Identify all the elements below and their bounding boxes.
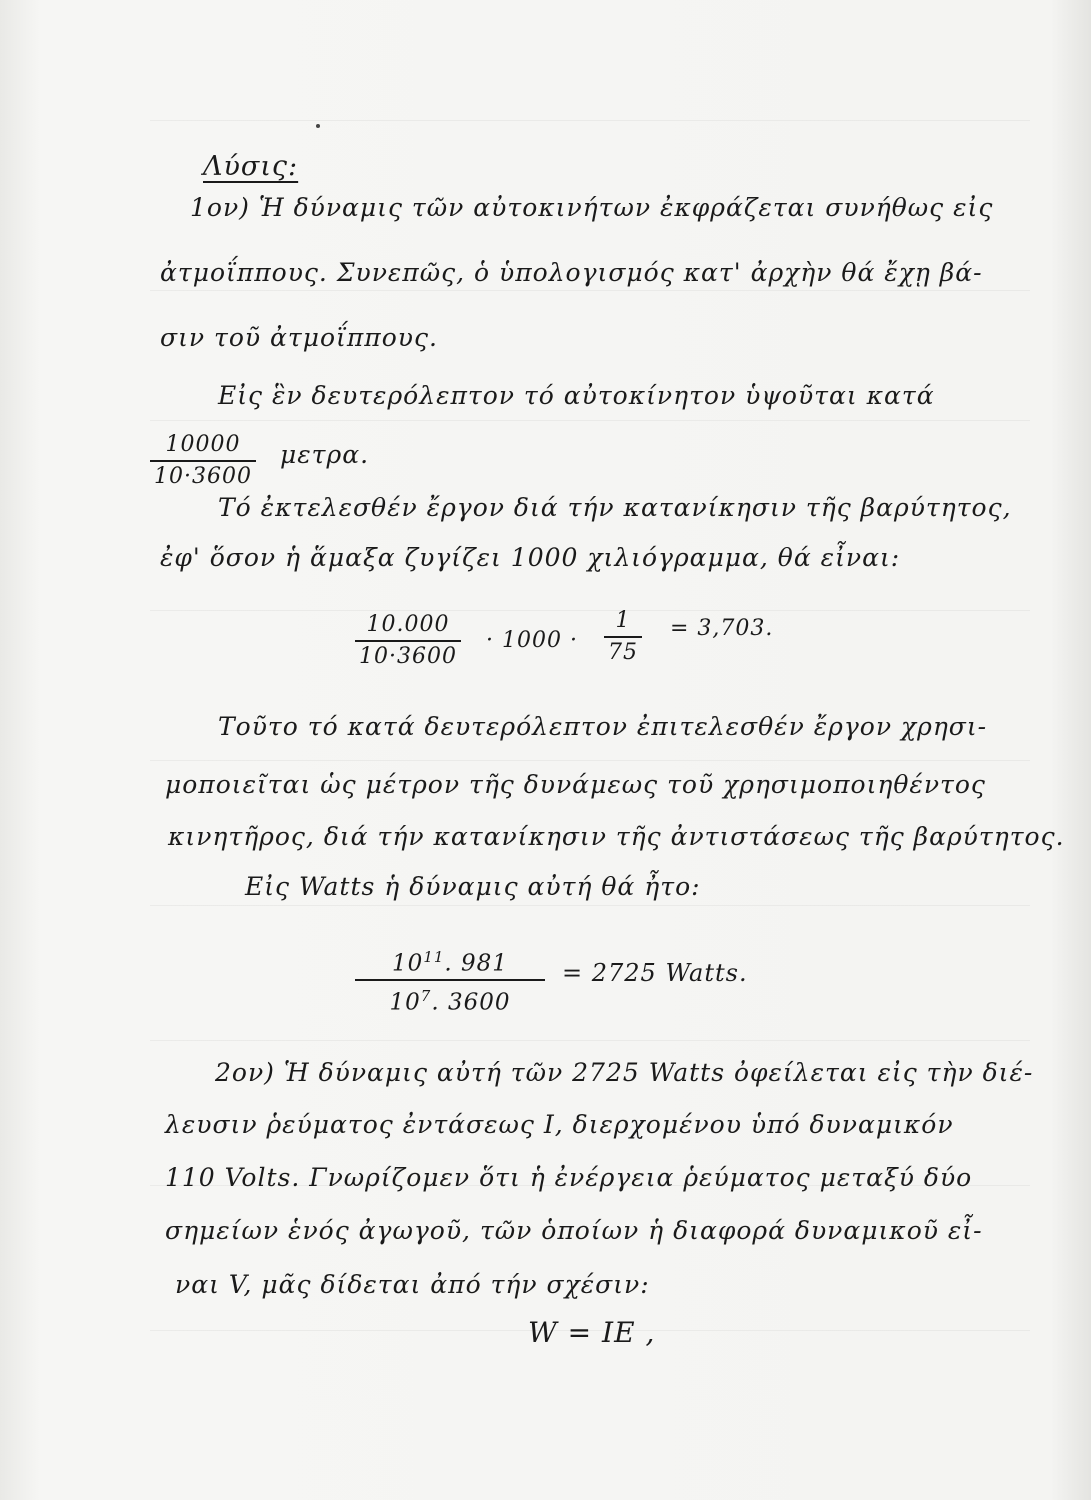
text-line-15: σημείων ἑνός ἀγωγοῦ, τῶν ὁποίων ἡ διαφορά δυναμικοῦ εἶ-: [165, 1216, 983, 1245]
text-line-14: 110 Volts. Γνωρίζομεν ὅτι ἡ ἐνέργεια ῥεύματος μεταξύ δύο: [165, 1163, 973, 1192]
fraction-height: [150, 432, 256, 490]
fraction-bar: [355, 640, 461, 642]
fraction-bar: [604, 636, 642, 638]
fraction-inverse: [604, 608, 642, 666]
text-line-13: λευσιν ῥεύματος ἐντάσεως I, διερχομένου ὑπό δυναμικόν: [165, 1110, 954, 1139]
fraction-numerator: 10.000: [366, 612, 450, 637]
text-line-5: μετρα.: [280, 440, 370, 469]
text-line-7: ἐφ' ὅσον ἡ ἅμαξα ζυγίζει 1000 χιλιόγραμμα, θά εἶναι:: [160, 543, 901, 572]
text-line-2: ἀτμοΐππους. Συνεπῶς, ὁ ὑπολογισμός κατ' ἀρχὴν θά ἔχῃ βά-: [160, 258, 983, 287]
text-line-3: σιν τοῦ ἀτμοΐππους.: [160, 323, 438, 352]
fraction-work: [355, 612, 461, 670]
text-line-9: μοποιεῖται ὡς μέτρον τῆς δυνάμεως τοῦ χρησιμοποιηθέντος: [165, 770, 986, 799]
text-line-8: Τοῦτο τό κατά δευτερόλεπτον ἐπιτελεσθέν ἔργον χρησι-: [218, 712, 988, 741]
formula-power-relation: W = IE ,: [528, 1316, 656, 1349]
fraction-bar: [355, 979, 545, 981]
fraction-denominator: 10·3600: [154, 464, 252, 489]
fraction-denominator: 10·3600: [359, 644, 457, 669]
fraction-numerator: 10000: [165, 432, 241, 457]
text-line-4: Εἰς ἓν δευτερόλεπτον τό αὐτοκίνητον ὑψοῦται κατά: [218, 381, 935, 410]
formula-result: = 3,703.: [670, 616, 774, 641]
fraction-denominator: $10^7$. 3600: [389, 986, 511, 1016]
text-line-16: ναι V, μᾶς δίδεται ἀπό τήν σχέσιν:: [175, 1270, 650, 1299]
fraction-numerator: 1: [615, 608, 631, 633]
text-line-10: κινητῆρος, διά τήν κατανίκησιν τῆς ἀντιστάσεως τῆς βαρύτητος.: [168, 822, 1065, 851]
fraction-numerator: $10^{11}$. 981: [392, 948, 508, 977]
text-line-6: Τό ἐκτελεσθέν ἔργον διά τήν κατανίκησιν τῆς βαρύτητος,: [218, 493, 1012, 522]
text-line-11: Εἰς Watts ἡ δύναμις αὐτή θά ἦτο:: [245, 872, 701, 901]
ink-dot: [316, 124, 320, 128]
formula-multiplier: · 1000 ·: [486, 628, 578, 653]
text-line-1: 1ον) Ἡ δύναμις τῶν αὐτοκινήτων ἐκφράζεται συνήθως εἰς: [190, 193, 994, 222]
text-line-12: 2ον) Ἡ δύναμις αὐτή τῶν 2725 Watts ὀφείλεται εἰς τὴν διέ-: [215, 1058, 1034, 1087]
fraction-denominator: 75: [608, 640, 638, 665]
formula-result: = 2725 Watts.: [562, 959, 748, 987]
section-heading: Λύσις:: [203, 151, 299, 182]
fraction-power: [355, 944, 545, 1015]
fraction-bar: [150, 460, 256, 462]
